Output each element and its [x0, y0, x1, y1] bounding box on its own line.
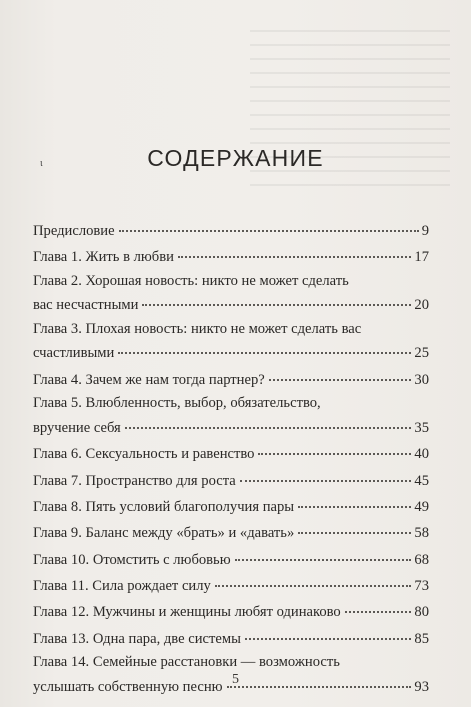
toc-entry: [33, 520, 429, 545]
toc-entry-title: Глава 1. Жить в любви: [33, 249, 174, 266]
dot-leader: [269, 364, 412, 381]
toc-page-number: 58: [414, 525, 429, 542]
toc-page-number: 30: [414, 371, 429, 388]
toc-entry-last-line: [33, 340, 429, 365]
toc-entry-title: услышать собственную песню: [33, 678, 223, 695]
toc-entry-last-line: [33, 468, 429, 493]
toc-entry: [33, 626, 429, 651]
toc-entry-title: Глава 12. Мужчины и женщины любят одинаково: [33, 604, 341, 621]
toc-entry: [33, 599, 429, 624]
toc-entry-title: Глава 2. Хорошая новость: никто не может сделать: [33, 272, 349, 289]
dot-leader: [118, 337, 411, 354]
toc-entry: [33, 468, 429, 493]
toc-entry-title: Глава 4. Зачем же нам тогда партнер?: [33, 371, 265, 388]
toc-entry: [33, 441, 429, 466]
dot-leader: [178, 241, 411, 258]
toc-entry-last-line: [33, 292, 429, 317]
toc-page-number: 9: [421, 223, 429, 239]
toc-page-number: 35: [414, 419, 429, 436]
toc-entry-title: Глава 9. Баланс между «брать» и «давать»: [33, 525, 295, 542]
toc-page-number: 40: [414, 446, 429, 463]
toc-page-number: 45: [414, 472, 429, 489]
toc-entry-last-line: [33, 441, 429, 466]
toc-entry-title: Глава 7. Пространство для роста: [33, 472, 236, 489]
toc-entry-title: Глава 11. Сила рождает силу: [33, 578, 211, 595]
dot-leader: [119, 215, 419, 232]
dot-leader: [245, 623, 412, 640]
dot-leader: [125, 412, 412, 429]
dot-leader: [258, 438, 411, 455]
toc-entry: [33, 218, 429, 243]
toc-page-number: 85: [414, 630, 429, 647]
margin-mark: ɩ: [40, 158, 43, 169]
dot-leader: [215, 570, 412, 587]
toc-entry: [33, 393, 429, 439]
toc-entry: [33, 367, 429, 392]
toc-entry-last-line: [33, 599, 429, 624]
dot-leader: [235, 544, 412, 561]
page-title: СОДЕРЖАНИЕ: [147, 145, 324, 171]
toc-page-number: 20: [414, 297, 429, 314]
dot-leader: [240, 465, 412, 482]
toc-entry: [33, 494, 429, 519]
toc-entry-title: Предисловие: [33, 223, 115, 239]
toc-entry-last-line: [33, 626, 429, 651]
toc-page-number: 73: [414, 578, 429, 595]
dot-leader: [142, 289, 411, 306]
toc-page-number: 68: [414, 551, 429, 568]
toc-page-number: 25: [414, 345, 429, 362]
dot-leader: [298, 491, 411, 508]
toc-entry-title: Глава 14. Семейные расстановки — возможность: [33, 654, 340, 671]
toc-entry-title: вас несчастными: [33, 297, 139, 314]
toc-entry-last-line: [33, 367, 429, 392]
toc-entry-last-line: [33, 415, 429, 440]
toc-page-number: 49: [414, 498, 429, 515]
toc-entry-last-line: [33, 547, 429, 572]
toc-entry-last-line: [33, 520, 429, 545]
toc-page-number: 93: [414, 678, 429, 695]
dot-leader: [345, 596, 412, 613]
toc-entry: [33, 244, 429, 269]
toc-entry-last-line: [33, 244, 429, 269]
toc-entry-title: счастливыми: [33, 345, 115, 362]
table-of-contents: [33, 218, 429, 700]
toc-entry-title: Глава 3. Плохая новость: никто не может сделать вас: [33, 320, 362, 337]
toc-entry: [33, 573, 429, 598]
toc-entry-last-line: [33, 494, 429, 519]
toc-entry: [33, 319, 429, 365]
page-number: 5: [232, 672, 239, 687]
toc-entry-title: Глава 8. Пять условий благополучия пары: [33, 498, 295, 515]
dot-leader: [298, 517, 411, 534]
toc-entry: [33, 547, 429, 572]
toc-entry: [33, 271, 429, 317]
toc-page-number: 80: [414, 604, 429, 621]
toc-entry-last-line: [33, 573, 429, 598]
toc-entry-title: Глава 5. Влюбленность, выбор, обязательство,: [33, 395, 321, 412]
toc-entry-title: вручение себя: [33, 419, 121, 436]
toc-entry-title: Глава 6. Сексуальность и равенство: [33, 446, 255, 463]
toc-entry-title: Глава 10. Отомстить с любовью: [33, 551, 231, 568]
toc-entry-last-line: [33, 218, 429, 243]
toc-page-number: 17: [414, 249, 429, 266]
toc-entry-title: Глава 13. Одна пара, две системы: [33, 630, 241, 647]
